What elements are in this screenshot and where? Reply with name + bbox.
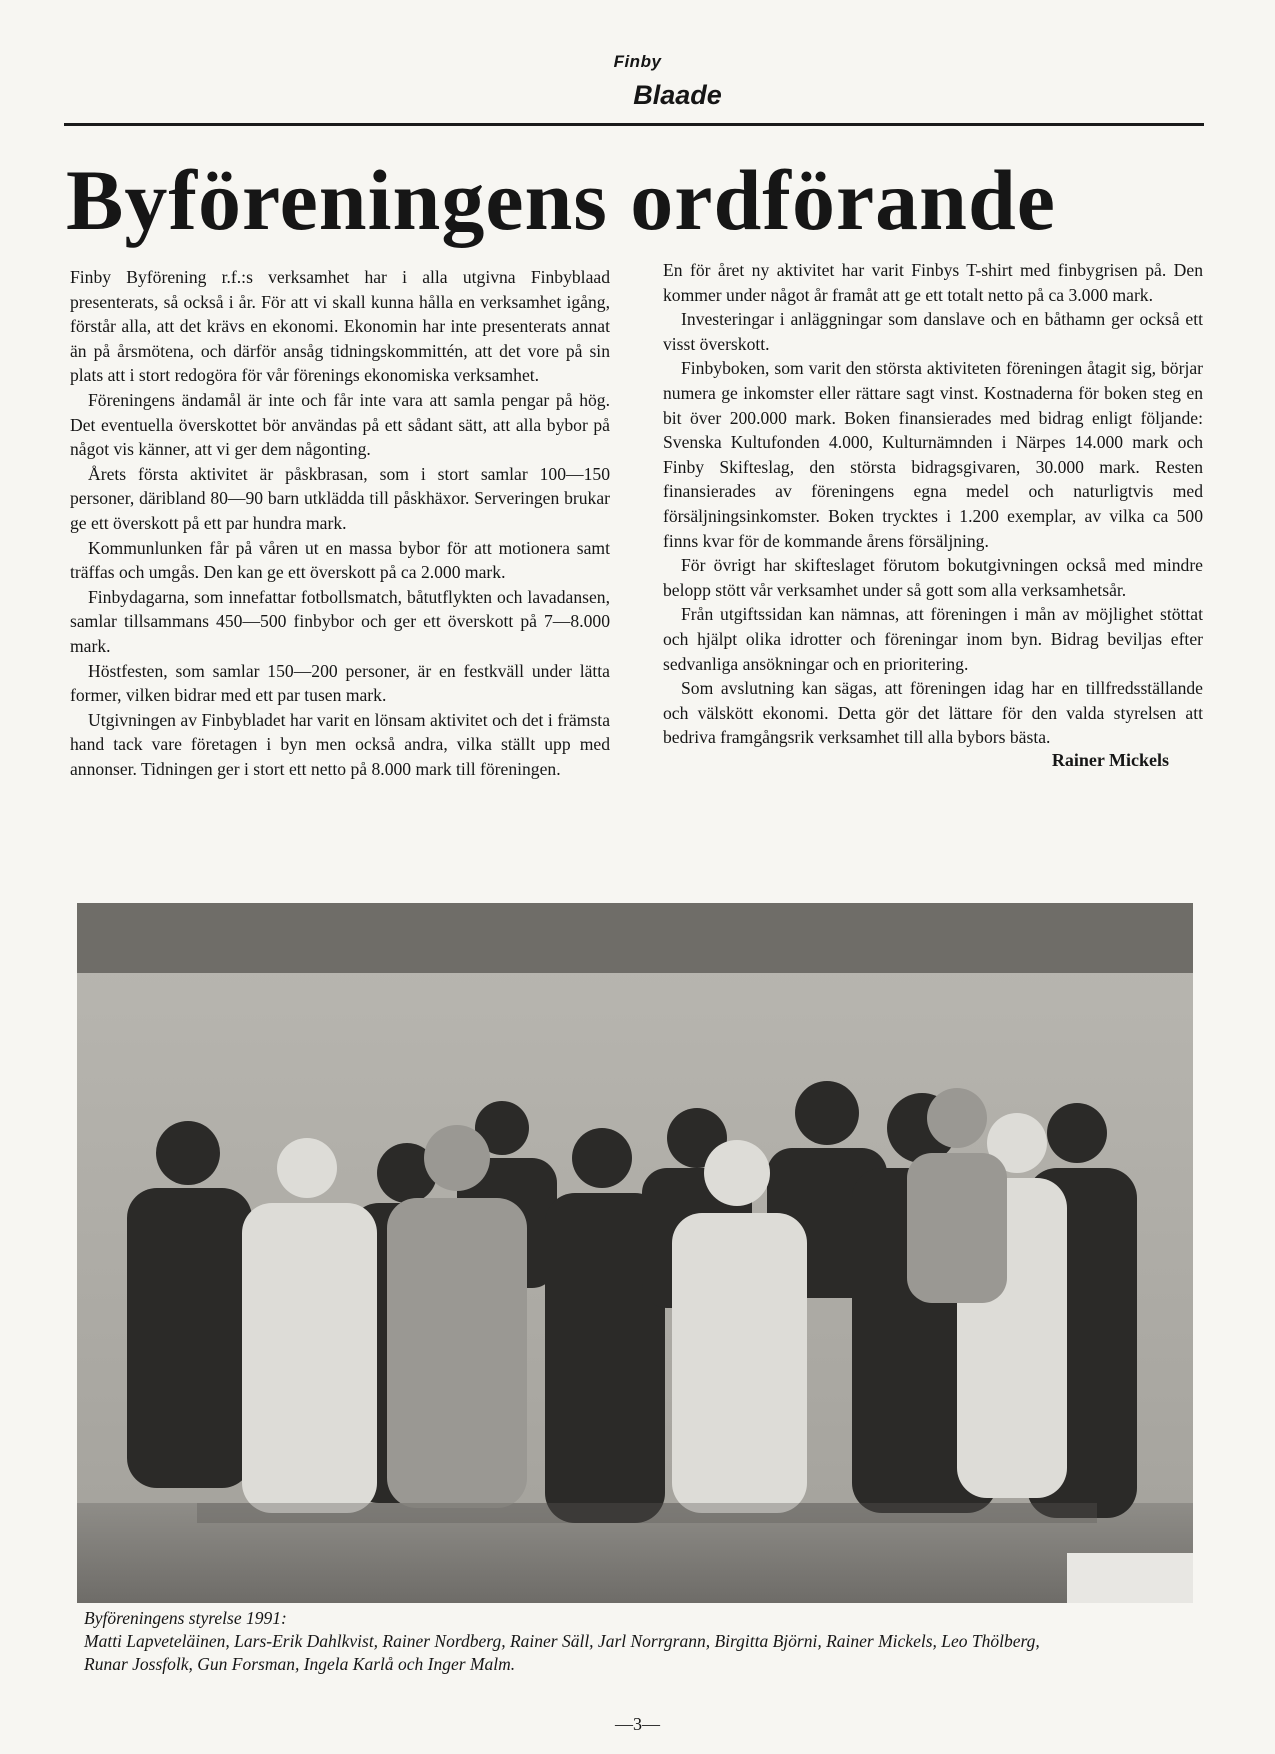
author-byline: Rainer Mickels — [1051, 749, 1169, 770]
paragraph: Utgivningen av Finbybladet har varit en lönsam aktivitet och det i främsta hand tack vare företagen i byn men också andra, vilka ställt upp med annonser. Tidningen ger i stort ett netto på 8.000 mark till föreningen. — [70, 709, 610, 779]
paragraph: Årets första aktivitet är påskbrasan, som i stort samlar 100—150 personer, däribland 80—90 barn utklädda till påskhäxor. Serveringen brukar ge ett överskott på ett par hundra mark. — [70, 463, 610, 533]
masthead-bottom: Blaade — [633, 80, 722, 110]
paragraph: Finby Byförening r.f.:s verksamhet har i alla utgivna Finbyblaad presenterats, så också i år. För att vi skall kunna hålla en verksamhet igång, förstår alla, att det krävs en ekonomi. Ekonomin har inte presenterats annat än på årsmötena, och därför ansåg tidningskommittén, att det vore på sin plats att i stort redogöra för vår förenings ekonomiska verksamhet. — [70, 267, 610, 386]
paragraph: Höstfesten, som samlar 150—200 personer, är en festkväll under lätta former, vilken bidrar med ett par tusen mark. — [70, 660, 610, 706]
group-photo — [77, 903, 1193, 1603]
paragraph: Investeringar i anläggningar som danslave och en båthamn ger också ett visst överskott. — [663, 309, 1203, 354]
paragraph: Finbyboken, som varit den största aktiviteten föreningen åtagit sig, börjar numera ge inkomster eller rättare sagt vinst. Kostnaderna för boken steg en bit över 200.000 mark. Boken finansierades med bidrag enligt följande: Svenska Kultufonden 4.000, Kulturnämnden i Närpes 14.000 mark och Finby Skifteslag, den största bidragsgivaren, 30.000 mark. Resten finansierades av föreningens egna medel och naturligtvis med försäljningsinkomster. Boken trycktes i 1.200 exemplar, av vilka ca 500 finns kvar för de kommande årens försäljning. — [663, 358, 1203, 551]
paragraph: För övrigt har skifteslaget förutom bokutgivningen också med mindre belopp stött vår verksamhet under så gott som alla verksamhetsår. — [663, 555, 1203, 600]
left-column — [70, 265, 610, 781]
caption-names-continued: Runar Jossfolk, Gun Forsman, Ingela Karlå och Inger Malm. — [84, 1654, 516, 1674]
paragraph: Som avslutning kan sägas, att föreningen idag har en tillfredsställande och välskött ekonomi. Detta gör det lättare för den valda styrelsen att bedriva framgångsrik verksamhet till alla bybors bästa. — [663, 678, 1203, 748]
right-column — [663, 258, 1203, 772]
caption-title: Byföreningens styrelse 1991: — [84, 1608, 287, 1628]
masthead-top: Finby — [613, 52, 662, 71]
paragraph: Från utgiftssidan kan nämnas, att föreningen i mån av möjlighet stöttat och hjälpt olika idrotter och föreningar inom byn. Bidrag beviljas efter sedvanliga ansökningar och en prioritering. — [663, 604, 1203, 674]
article-headline: Byföreningens ordförande — [66, 152, 1056, 248]
paragraph: Föreningens ändamål är inte och får inte vara att samla pengar på hög. Det eventuella överskottet bör användas på ett sådant sätt, att alla bybor på något vis känner, att vi ger dem någonting. — [70, 389, 610, 460]
caption-names: Matti Lapveteläinen, Lars-Erik Dahlkvist, Rainer Nordberg, Rainer Säll, Jarl Norrgrann, Birgitta Björni, Rainer Mickels, Leo Thölberg, — [84, 1631, 1040, 1651]
group-photo-illustration — [77, 903, 1193, 1603]
page-number: —3— — [615, 1714, 660, 1734]
photo-caption — [84, 1607, 1194, 1676]
header-rule — [64, 123, 1204, 126]
paragraph: Kommunlunken får på våren ut en massa bybor för att motionera samt träffas och umgås. Den kan ge ett överskott på ca 2.000 mark. — [70, 537, 610, 583]
paragraph: Finbydagarna, som innefattar fotbollsmatch, båtutflykten och lavadansen, samlar tillsammans 450—500 finbybor och ger ett överskott på 7—8.000 mark. — [70, 586, 610, 656]
paragraph: En för året ny aktivitet har varit Finbys T-shirt med finbygrisen på. Den kommer under något år framåt att ge ett totalt netto på ca 3.000 mark. — [663, 260, 1203, 305]
